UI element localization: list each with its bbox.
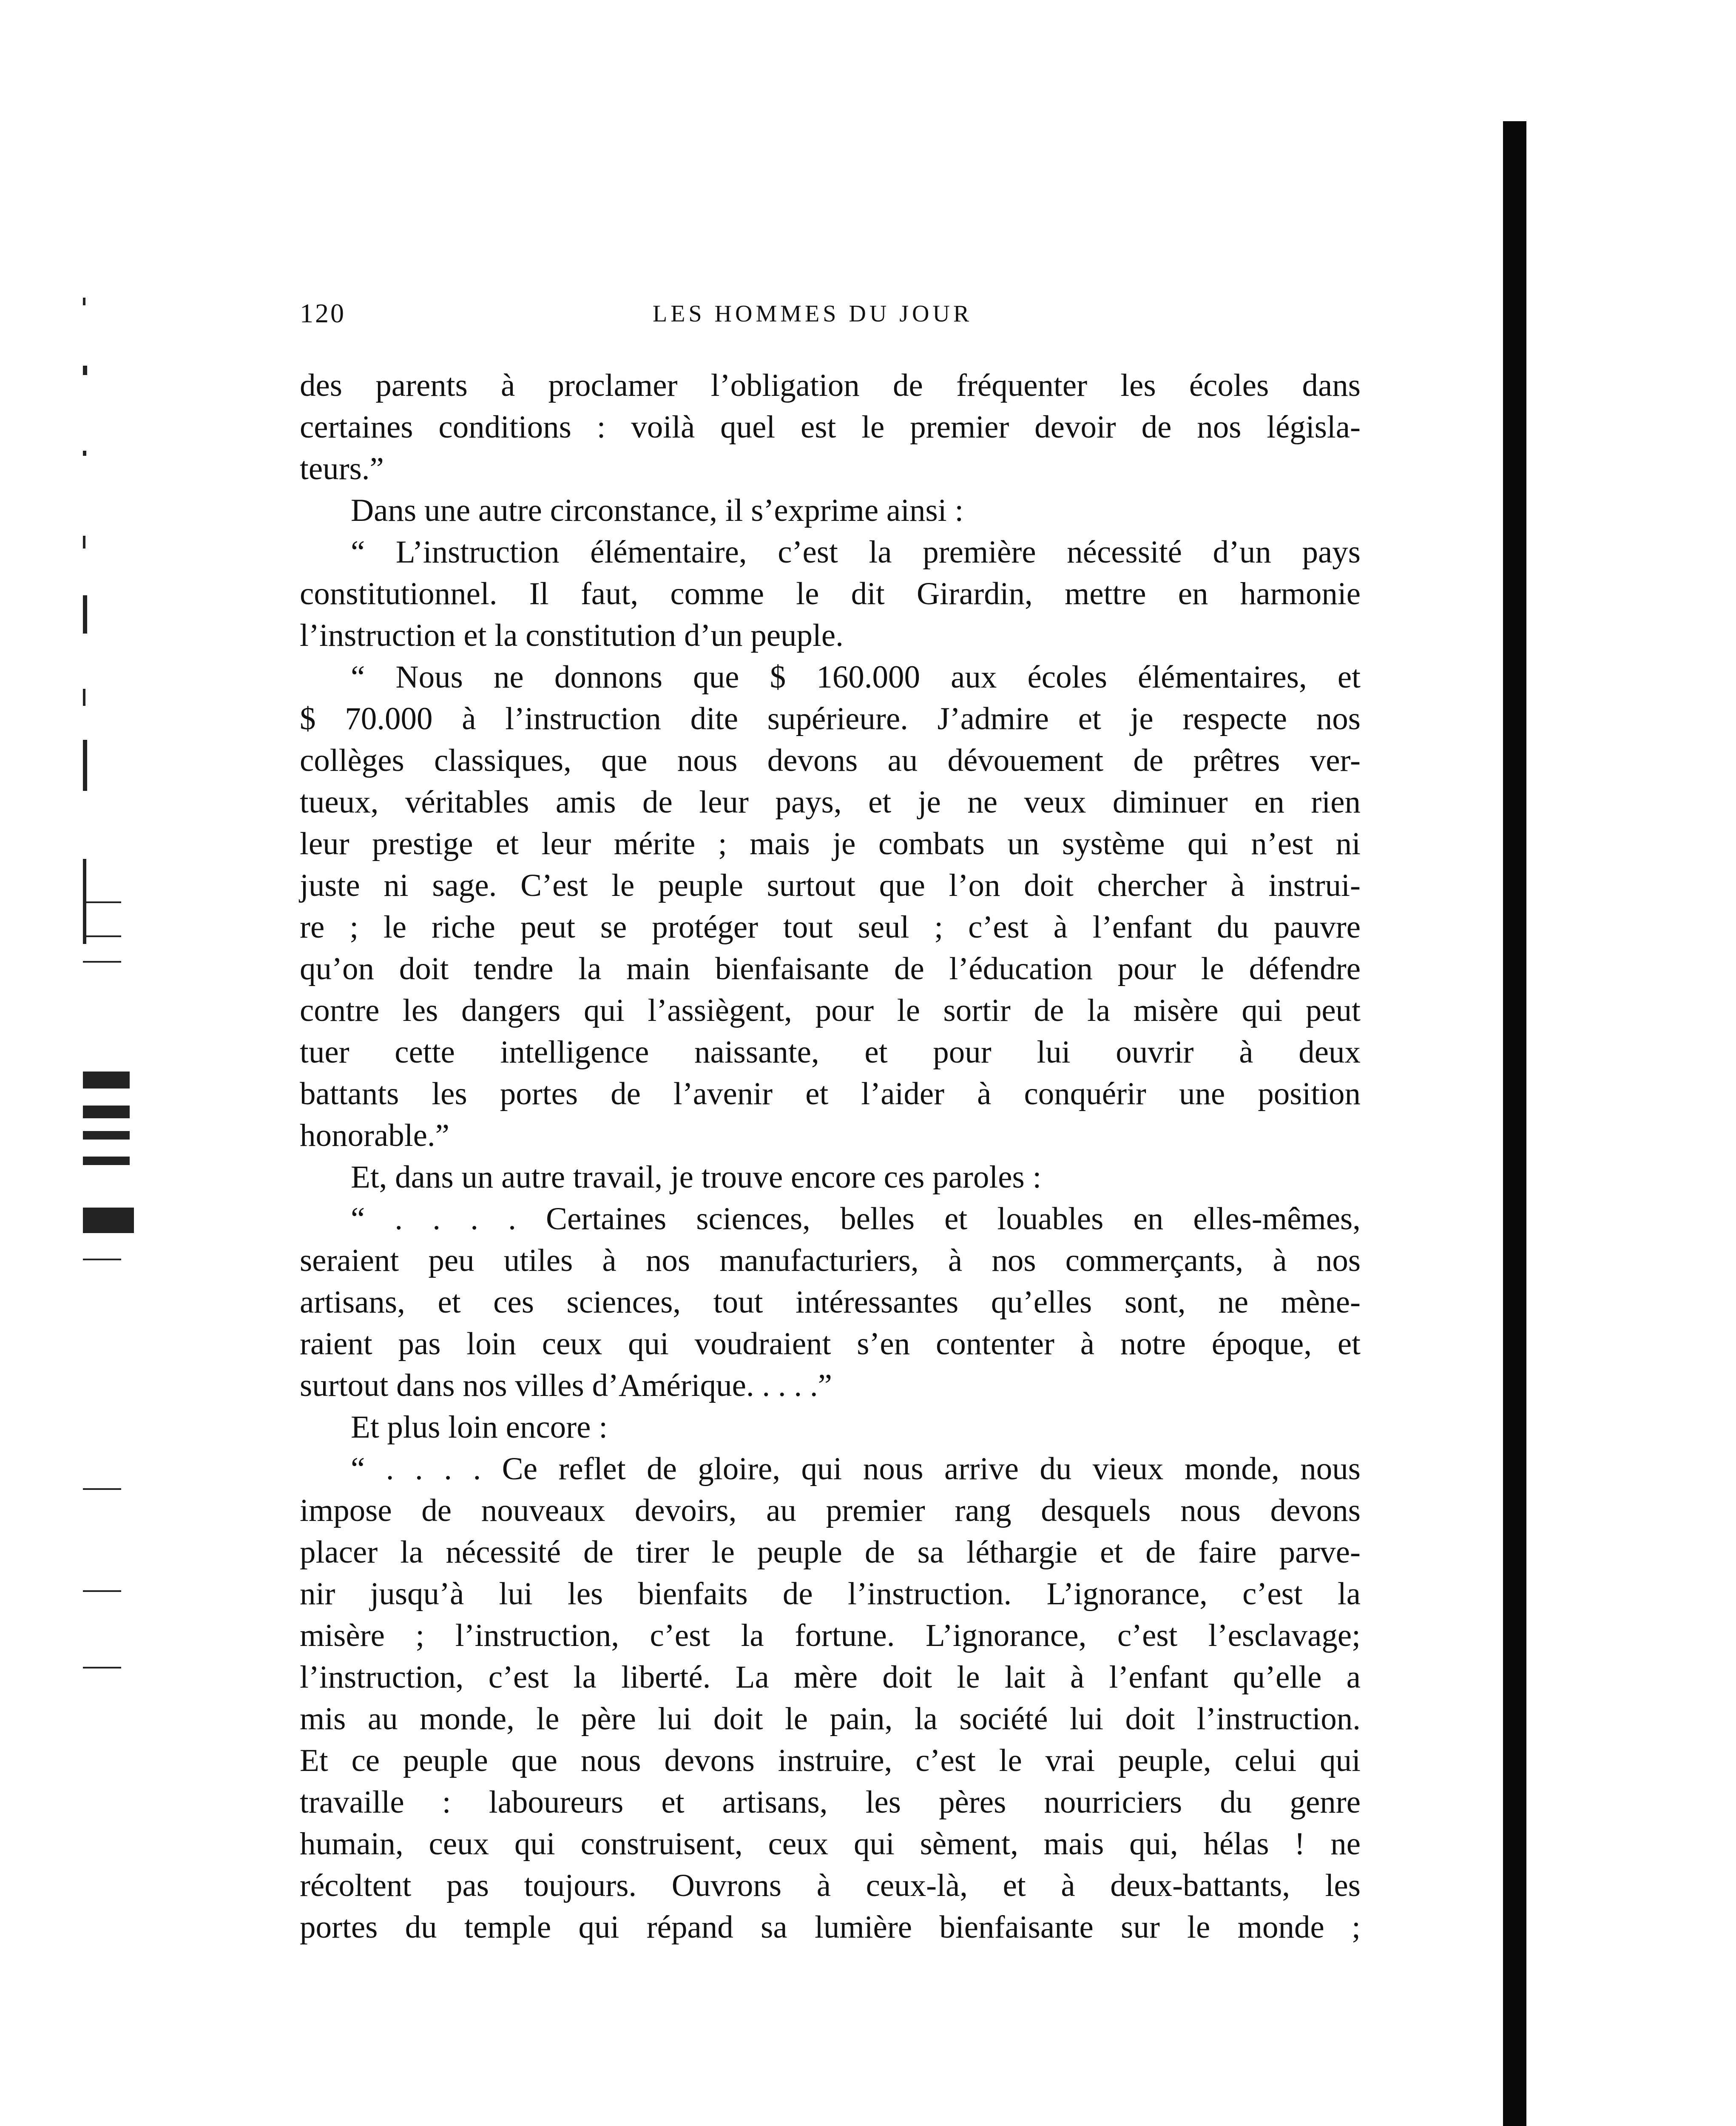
- margin-mark: [83, 1667, 121, 1668]
- text-line: artisans, et ces sciences, tout intéressantes qu’elles sont, ne mène-: [300, 1285, 1361, 1320]
- margin-mark: [83, 1072, 130, 1089]
- text-line: constitutionnel. Il faut, comme le dit Girardin, mettre en harmonie: [300, 576, 1361, 611]
- margin-mark: [83, 1208, 134, 1233]
- body-text: [300, 365, 1361, 1948]
- margin-mark: [83, 536, 85, 549]
- margin-mark: [83, 901, 121, 903]
- margin-mark: [83, 689, 85, 706]
- text-line: placer la nécessité de tirer le peuple de sa léthargie et de faire parve-: [300, 1535, 1361, 1570]
- text-line: misère ; l’instruction, c’est la fortune. L’ignorance, c’est l’esclavage;: [300, 1618, 1361, 1653]
- text-line: “ . . . . Certaines sciences, belles et louables en elles-mêmes,: [351, 1201, 1361, 1236]
- text-line: collèges classiques, que nous devons au dévouement de prêtres ver-: [300, 743, 1361, 778]
- text-line: re ; le riche peut se protéger tout seul ; c’est à l’enfant du pauvre: [300, 910, 1361, 945]
- margin-mark: [83, 595, 87, 634]
- text-line: tueux, véritables amis de leur pays, et je ne veux diminuer en rien: [300, 784, 1361, 820]
- page-number: 120: [300, 298, 346, 328]
- text-line: honorable.”: [300, 1118, 449, 1153]
- scan-edge-right: [1503, 121, 1526, 2126]
- margin-mark: [83, 1157, 130, 1165]
- margin-mark: [83, 740, 87, 791]
- running-head: LES HOMMES DU JOUR: [653, 301, 973, 327]
- text-line: “ L’instruction élémentaire, c’est la première nécessité d’un pays: [351, 534, 1361, 570]
- margin-mark: [83, 1488, 121, 1490]
- text-line: “ Nous ne donnons que $ 160.000 aux écoles élémentaires, et: [351, 659, 1361, 695]
- text-line: $ 70.000 à l’instruction dite supérieure. J’admire et je respecte nos: [300, 701, 1361, 736]
- margin-mark: [83, 1590, 121, 1592]
- margin-mark: [83, 298, 85, 305]
- margin-mark: [83, 961, 121, 963]
- text-line: Dans une autre circonstance, il s’exprime ainsi :: [351, 493, 964, 528]
- text-line: Et ce peuple que nous devons instruire, c’est le vrai peuple, celui qui: [300, 1743, 1361, 1778]
- text-line: travaille : laboureurs et artisans, les pères nourriciers du genre: [300, 1785, 1361, 1820]
- margin-mark: [83, 935, 121, 937]
- text-line: seraient peu utiles à nos manufacturiers, à nos commerçants, à nos: [300, 1243, 1361, 1278]
- margin-mark: [83, 366, 87, 375]
- text-line: tuer cette intelligence naissante, et pour lui ouvrir à deux: [300, 1035, 1361, 1070]
- text-line: raient pas loin ceux qui voudraient s’en contenter à notre époque, et: [300, 1326, 1361, 1361]
- text-line: Et plus loin encore :: [351, 1410, 608, 1445]
- text-line: humain, ceux qui construisent, ceux qui sèment, mais qui, hélas ! ne: [300, 1826, 1361, 1862]
- text-line: des parents à proclamer l’obligation de fréquenter les écoles dans: [300, 368, 1361, 403]
- text-line: Et, dans un autre travail, je trouve encore ces paroles :: [351, 1160, 1042, 1195]
- text-line: récoltent pas toujours. Ouvrons à ceux-là, et à deux-battants, les: [300, 1868, 1361, 1903]
- margin-mark: [83, 1106, 130, 1118]
- text-line: mis au monde, le père lui doit le pain, la société lui doit l’instruction.: [300, 1701, 1361, 1737]
- text-line: “ . . . . Ce reflet de gloire, qui nous arrive du vieux monde, nous: [351, 1451, 1361, 1486]
- text-line: portes du temple qui répand sa lumière bienfaisante sur le monde ;: [300, 1910, 1361, 1945]
- text-line: qu’on doit tendre la main bienfaisante de l’éducation pour le défendre: [300, 951, 1361, 986]
- margin-scan-marks: [83, 272, 142, 1718]
- margin-mark: [83, 1259, 121, 1260]
- text-line: leur prestige et leur mérite ; mais je combats un système qui n’est ni: [300, 826, 1361, 861]
- text-line: teurs.”: [300, 451, 384, 486]
- text-line: impose de nouveaux devoirs, au premier rang desquels nous devons: [300, 1493, 1361, 1528]
- text-line: l’instruction et la constitution d’un peuple.: [300, 618, 844, 653]
- text-line: surtout dans nos villes d’Amérique. . . . .”: [300, 1368, 832, 1403]
- text-line: certaines conditions : voilà quel est le premier devoir de nos législa-: [300, 409, 1361, 445]
- margin-mark: [83, 1131, 130, 1140]
- text-line: contre les dangers qui l’assiègent, pour le sortir de la misère qui peut: [300, 993, 1361, 1028]
- page-header: [300, 298, 1361, 344]
- text-line: nir jusqu’à lui les bienfaits de l’instruction. L’ignorance, c’est la: [300, 1576, 1361, 1612]
- text-line: battants les portes de l’avenir et l’aider à conquérir une position: [300, 1076, 1361, 1111]
- text-line: l’instruction, c’est la liberté. La mère doit le lait à l’enfant qu’elle a: [300, 1660, 1361, 1695]
- text-line: juste ni sage. C’est le peuple surtout que l’on doit chercher à instrui-: [300, 868, 1361, 903]
- margin-mark: [83, 451, 86, 456]
